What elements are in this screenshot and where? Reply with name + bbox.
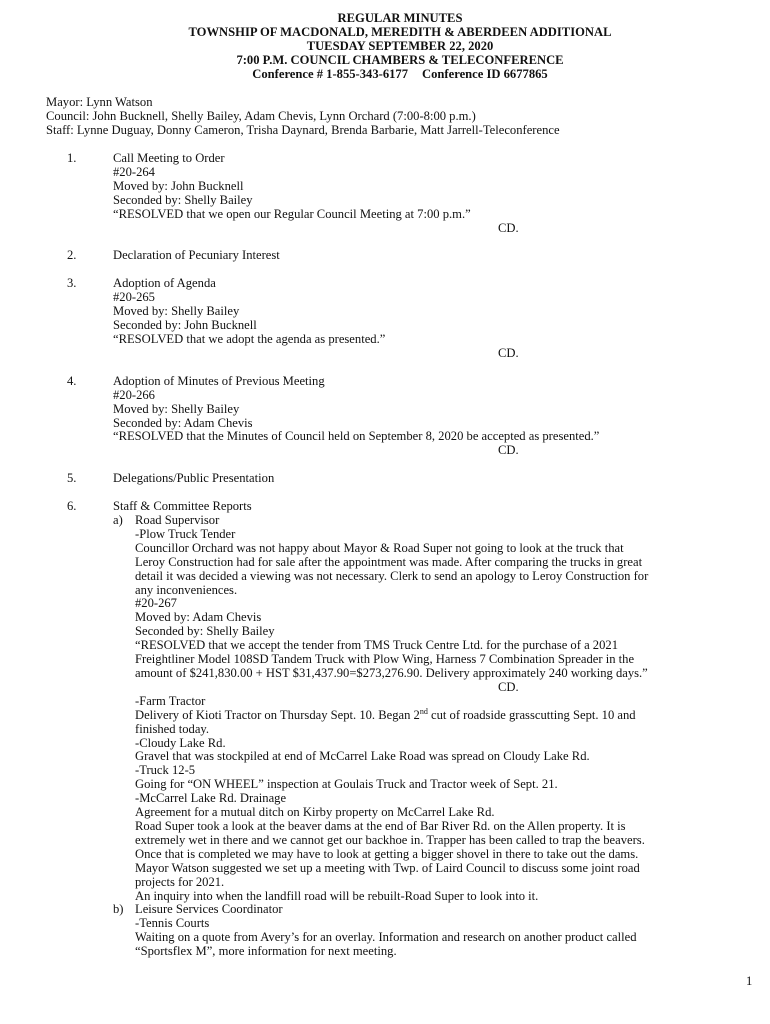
subsection-title: Road Supervisor [135,513,220,528]
agenda-item-6 [0,500,770,959]
drainage-text-1: Agreement for a mutual ditch on Kirby property on McCarrel Lake Rd. [135,805,495,820]
moved-by: Moved by: Adam Chevis [135,610,262,625]
plow-text-1: Councillor Orchard was not happy about Mayor & Road Super not going to look at the truck that [135,540,624,555]
agenda-item-3 [0,277,770,360]
page-number: 1 [746,974,753,988]
moved-by: Moved by: Shelly Bailey [113,304,240,319]
farm-text-2: finished today. [135,721,210,736]
resolution-number: #20-265 [113,290,155,305]
tennis-heading: -Tennis Courts [135,916,210,931]
item-number: 3. [67,276,77,291]
agenda-item-4 [0,375,770,458]
carried-mark: CD. [498,220,519,235]
drainage-text-6: projects for 2021. [135,874,225,889]
plow-heading: -Plow Truck Tender [135,526,236,541]
resolution-text: “RESOLVED that the Minutes of Council held on September 8, 2020 be accepted as presented.” [113,429,600,444]
drainage-text-3: extremely wet in there and we cannot get our backhoe in. Trapper has been called to trap the beavers. [135,832,645,847]
cloudy-heading: -Cloudy Lake Rd. [135,735,226,750]
item-title: Adoption of Minutes of Previous Meeting [113,373,325,388]
conference-id: Conference ID 6677865 [422,66,548,81]
attendance-mayor: Mayor: Lynn Watson [46,95,153,109]
item-title: Call Meeting to Order [113,151,225,165]
carried-mark: CD. [498,679,519,694]
item-title: Delegations/Public Presentation [113,471,275,486]
item-number: 4. [67,373,77,388]
agenda-items [0,152,770,973]
agenda-item-1 [0,152,770,235]
drainage-text-5: Mayor Watson suggested we set up a meeting with Twp. of Laird Council to discuss some joint road [135,860,640,875]
drainage-text-2: Road Super took a look at the beaver dams at the end of Bar River Rd. on the Allen property. It is [135,818,626,833]
subsection-letter: b) [113,902,124,917]
resolution-text-1: “RESOLVED that we accept the tender from TMS Truck Centre Ltd. for the purchase of a 2021 [135,638,618,653]
item-title: Staff & Committee Reports [113,499,252,514]
drainage-text-7: An inquiry into when the landfill road will be rebuilt-Road Super to look into it. [135,888,539,903]
tennis-text-2: “Sportsflex M”, more information for next meeting. [135,944,397,959]
item-number: 2. [67,248,77,263]
plow-text-2: Leroy Construction had for sale after the appointment was made. After comparing the trucks in great [135,554,643,569]
item-number: 1. [67,151,77,165]
document-header [0,12,770,82]
subsection-leisure-services [113,903,770,959]
resolution-text: “RESOLVED that we open our Regular Council Meeting at 7:00 p.m.” [113,206,471,221]
resolution-number: #20-266 [113,387,155,402]
cloudy-text: Gravel that was stockpiled at end of McCarrel Lake Road was spread on Cloudy Lake Rd. [135,749,590,764]
agenda-item-2 [0,249,770,263]
truck-heading: -Truck 12-5 [135,763,196,778]
ordinal-suffix: nd [419,706,428,716]
plow-text-4: any inconveniences. [135,582,238,597]
resolution-text-2: Freightliner Model 108SD Tandem Truck with Plow Wing, Harness 7 Combination Spreader in the [135,652,635,667]
seconded-by: Seconded by: Shelly Bailey [113,192,253,207]
subsection-road-supervisor [113,514,770,903]
attendance-staff: Staff: Lynne Duguay, Donny Cameron, Trisha Daynard, Brenda Barbarie, Matt Jarrell-Teleconference [46,122,560,137]
resolution-text: “RESOLVED that we adopt the agenda as presented.” [113,331,386,346]
seconded-by: Seconded by: Shelly Bailey [135,624,275,639]
header-location: 7:00 P.M. COUNCIL CHAMBERS & TELECONFERENCE [236,52,564,67]
drainage-heading: -McCarrel Lake Rd. Drainage [135,791,287,806]
seconded-by: Seconded by: Adam Chevis [113,415,253,430]
attendance-council: Council: John Bucknell, Shelly Bailey, Adam Chevis, Lynn Orchard (7:00-8:00 p.m.) [46,108,476,123]
item-number: 5. [67,471,77,486]
resolution-text-3: amount of $241,830.00 + HST $31,437.90=$273,276.90. Delivery approximately 240 working days.” [135,666,648,680]
resolution-number: #20-267 [135,596,177,611]
farm-heading: -Farm Tractor [135,693,206,708]
tennis-text-1: Waiting on a quote from Avery’s for an overlay. Information and research on another product called [135,930,637,945]
attendance [46,96,560,138]
seconded-by: Seconded by: John Bucknell [113,318,257,333]
header-title: REGULAR MINUTES [337,11,463,25]
header-conference [0,68,770,82]
farm-text-1a: Delivery of Kioti Tractor on Thursday Sept. 10. Began 2 [135,707,420,722]
header-date: TUESDAY SEPTEMBER 22, 2020 [306,38,494,53]
resolution-number: #20-264 [113,164,155,179]
road-report [135,528,770,903]
farm-text-1 [135,706,770,723]
conference-number: Conference # 1-855-343-6177 [252,66,409,81]
item-number: 6. [67,499,77,514]
carried-mark: CD. [498,345,519,360]
header-township: TOWNSHIP OF MACDONALD, MEREDITH & ABERDEEN ADDITIONAL [188,24,612,39]
drainage-text-4: Once that is completed we may have to look at getting a bigger shovel in there to take out the dams. [135,846,639,861]
carried-mark: CD. [498,443,519,458]
truck-text: Going for “ON WHEEL” inspection at Goulais Truck and Tractor week of Sept. 21. [135,777,558,792]
farm-text-1b: cut of roadside grasscutting Sept. 10 and [427,707,636,722]
subsection-title: Leisure Services Coordinator [135,902,283,917]
item-title: Adoption of Agenda [113,276,216,291]
plow-text-3: detail it was decided a viewing was not necessary. Clerk to send an apology to Leroy Construction for [135,568,649,583]
agenda-item-5 [0,472,770,486]
subsection-letter: a) [113,513,123,528]
moved-by: Moved by: Shelly Bailey [113,401,240,416]
moved-by: Moved by: John Bucknell [113,178,244,193]
item-title: Declaration of Pecuniary Interest [113,248,280,263]
